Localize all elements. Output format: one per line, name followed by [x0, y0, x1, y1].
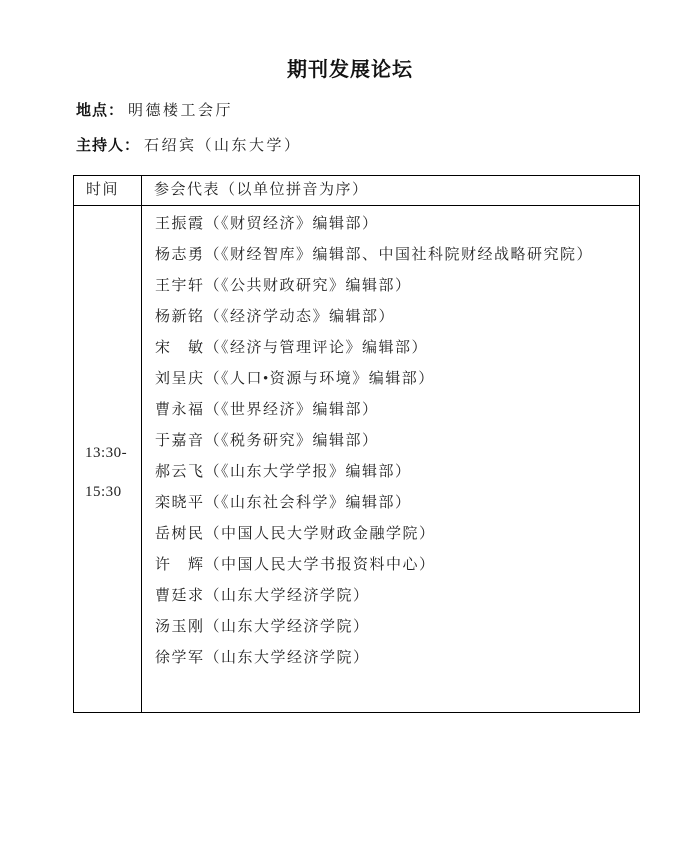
participant-item: 栾晓平（《山东社会科学》编辑部）	[155, 495, 412, 511]
participant-item: 曹永福（《世界经济》编辑部）	[155, 402, 379, 418]
location-label: 地点：	[76, 102, 125, 119]
participants-list	[155, 209, 639, 674]
participants-cell	[142, 206, 639, 712]
time-cell	[74, 206, 142, 712]
schedule-table	[73, 175, 640, 713]
participant-item: 王振霞（《财贸经济》编辑部）	[155, 216, 379, 232]
participant-item: 于嘉音（《税务研究》编辑部）	[155, 433, 379, 449]
participant-item: 许 辉（中国人民大学书报资料中心）	[155, 557, 436, 573]
table-body-row	[74, 206, 639, 712]
time-column-header: 时间	[74, 176, 142, 205]
location-line	[76, 99, 233, 120]
participant-item: 徐学军（山东大学经济学院）	[155, 650, 370, 666]
host-line	[76, 134, 302, 155]
participant-item: 杨志勇（《财经智库》编辑部、中国社科院财经战略研究院）	[155, 247, 594, 263]
time-start: 13:30-	[85, 445, 128, 461]
participants-column-header: 参会代表（以单位拼音为序）	[154, 182, 369, 198]
participant-item: 宋 敏（《经济与管理评论》编辑部）	[155, 340, 429, 356]
table-header-row	[74, 176, 639, 206]
participant-item: 王宇轩（《公共财政研究》编辑部）	[155, 278, 412, 294]
participant-item: 汤玉刚（山东大学经济学院）	[155, 619, 370, 635]
participant-item: 刘呈庆（《人口•资源与环境》编辑部）	[155, 371, 435, 387]
page-title: 期刊发展论坛	[287, 59, 413, 81]
participant-item: 郝云飞（《山东大学学报》编辑部）	[155, 464, 412, 480]
host-label: 主持人：	[76, 137, 141, 154]
host-value: 石绍宾（山东大学）	[144, 138, 302, 154]
participant-item: 曹廷求（山东大学经济学院）	[155, 588, 370, 604]
participant-item: 杨新铭（《经济学动态》编辑部）	[155, 309, 396, 325]
time-end: 15:30	[85, 484, 122, 500]
location-value: 明德楼工会厅	[128, 103, 234, 119]
participant-item: 岳树民（中国人民大学财政金融学院）	[155, 526, 436, 542]
